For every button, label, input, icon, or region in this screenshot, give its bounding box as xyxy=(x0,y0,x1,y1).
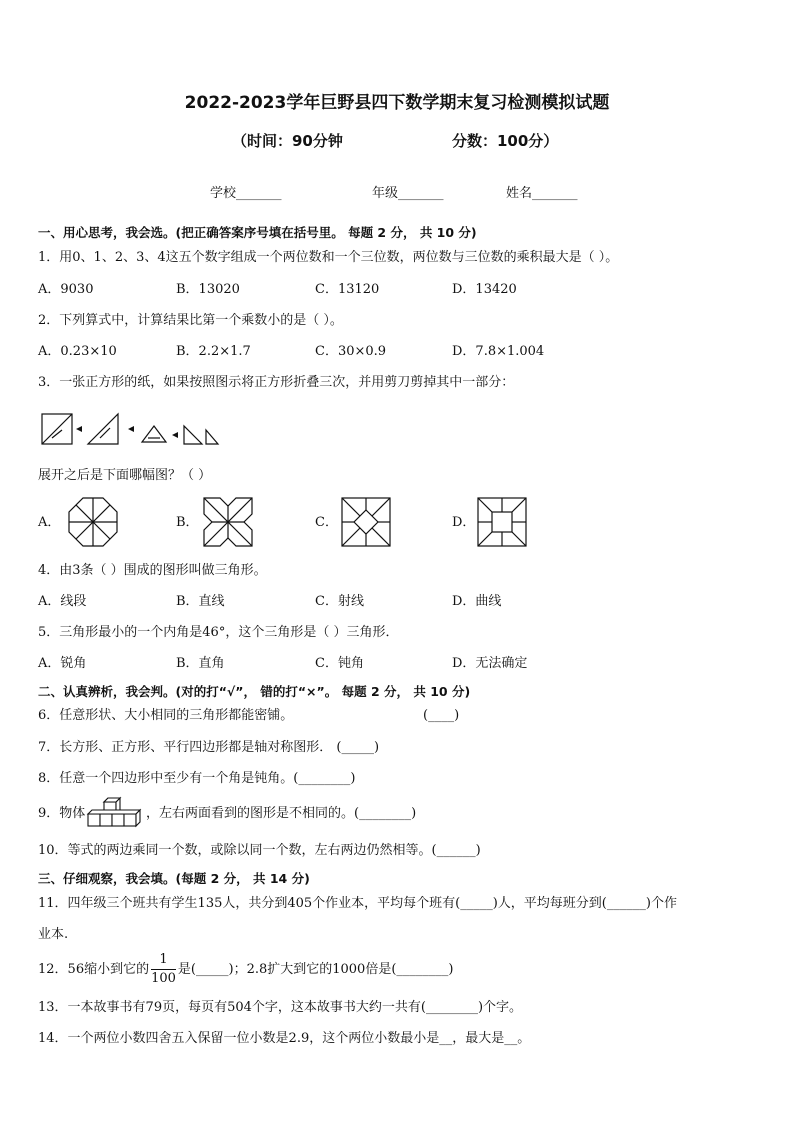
question-1: 1．用0、1、2、3、4这五个数字组成一个两位数和一个三位数，两位数与三位数的乘积最大是（ ）。 xyxy=(38,250,619,265)
cube-stack-figure xyxy=(86,796,142,830)
q1-option-d[interactable]: D．13420 xyxy=(452,282,517,297)
question-14: 14．一个两位小数四舍五入保留一位小数是2.9，这个两位小数最小是__，最大是__。 xyxy=(38,1031,531,1046)
q4-option-b[interactable]: B．直线 xyxy=(176,594,225,609)
school-field[interactable]: 学校_______ xyxy=(210,186,282,201)
page-title: 2022-2023学年巨野县四下数学期末复习检测模拟试题 xyxy=(184,93,610,113)
question-7: 7．长方形、正方形、平行四边形都是轴对称图形． (_____) xyxy=(38,740,380,755)
q2-option-c[interactable]: C．30×0.9 xyxy=(315,344,387,359)
exam-score: 分数：100分） xyxy=(452,132,559,150)
question-9-prefix: 9．物体 xyxy=(38,806,86,821)
q5-option-a[interactable]: A．锐角 xyxy=(38,656,87,671)
octagon-cut-figure xyxy=(67,496,119,548)
section-1-heading: 一、用心思考，我会选。(把正确答案序号填在括号里。 每题 2 分， 共 10 分) xyxy=(38,225,477,240)
question-5: 5．三角形最小的一个内角是46°，这个三角形是（ ）三角形． xyxy=(38,625,399,640)
question-11-continued: 业本. xyxy=(38,927,69,942)
grade-field[interactable]: 年级_______ xyxy=(372,186,444,201)
fraction-denominator: 100 xyxy=(151,971,176,986)
fraction-numerator: 1 xyxy=(151,951,176,970)
q1-option-c[interactable]: C．13120 xyxy=(315,282,380,297)
square-diamond-hole-figure xyxy=(340,496,392,548)
q1-option-b[interactable]: B．13020 xyxy=(176,282,240,297)
question-12 xyxy=(38,950,453,990)
q12-prefix: 12．56缩小到它的 xyxy=(38,962,150,977)
square-square-hole-figure xyxy=(476,496,528,548)
question-8: 8．任意一个四边形中至少有一个角是钝角。(________) xyxy=(38,771,356,786)
section-2-heading: 二、认真辨析，我会判。(对的打“√”， 错的打“×”。 每题 2 分， 共 10 分) xyxy=(38,684,471,699)
q2-option-a[interactable]: A．0.23×10 xyxy=(38,344,117,359)
q5-option-b[interactable]: B．直角 xyxy=(176,656,225,671)
folding-steps-figure xyxy=(38,410,220,450)
question-11: 11．四年级三个班共有学生135人，共分到405个作业本，平均每个班有(_____)人，平均每班分到(______)个作 xyxy=(38,896,677,911)
question-9-suffix: ，左右两面看到的图形是不相同的。(________) xyxy=(146,806,417,821)
question-2: 2．下列算式中，计算结果比第一个乘数小的是（ ）。 xyxy=(38,313,343,328)
fraction xyxy=(151,951,176,988)
question-13: 13．一本故事书有79页，每页有504个字，这本故事书大约一共有(________)个字。 xyxy=(38,1000,523,1015)
q6-answer-blank[interactable]: (____) xyxy=(423,708,460,723)
exam-time: （时间：90分钟 xyxy=(232,132,343,150)
section-3-heading: 三、仔细观察，我会填。(每题 2 分， 共 14 分) xyxy=(38,871,310,886)
name-field[interactable]: 姓名_______ xyxy=(506,186,578,201)
q3-option-c[interactable]: C． xyxy=(315,515,338,530)
question-6: 6．任意形状、大小相同的三角形都能密铺。 xyxy=(38,708,294,723)
q5-option-c[interactable]: C．钝角 xyxy=(315,656,364,671)
q3-option-b[interactable]: B． xyxy=(176,515,199,530)
q3-option-a[interactable]: A． xyxy=(38,515,61,530)
q3-option-d[interactable]: D． xyxy=(452,515,476,530)
q12-suffix: 是(_____)；2.8扩大到它的1000倍是(________) xyxy=(177,962,454,977)
q2-option-b[interactable]: B．2.2×1.7 xyxy=(176,344,251,359)
question-4: 4．由3条（ ）围成的图形叫做三角形。 xyxy=(38,563,267,578)
q2-option-d[interactable]: D．7.8×1.004 xyxy=(452,344,545,359)
q4-option-d[interactable]: D．曲线 xyxy=(452,594,502,609)
q1-option-a[interactable]: A．9030 xyxy=(38,282,94,297)
q4-option-c[interactable]: C．射线 xyxy=(315,594,364,609)
question-3: 3．一张正方形的纸，如果按照图示将正方形折叠三次，并用剪刀剪掉其中一部分： xyxy=(38,375,515,390)
notched-square-figure xyxy=(202,496,254,548)
q5-option-d[interactable]: D．无法确定 xyxy=(452,656,528,671)
question-3-prompt: 展开之后是下面哪幅图？（ ） xyxy=(38,468,212,483)
q4-option-a[interactable]: A．线段 xyxy=(38,594,87,609)
question-10: 10．等式的两边乘同一个数，或除以同一个数，左右两边仍然相等。(______) xyxy=(38,843,481,858)
